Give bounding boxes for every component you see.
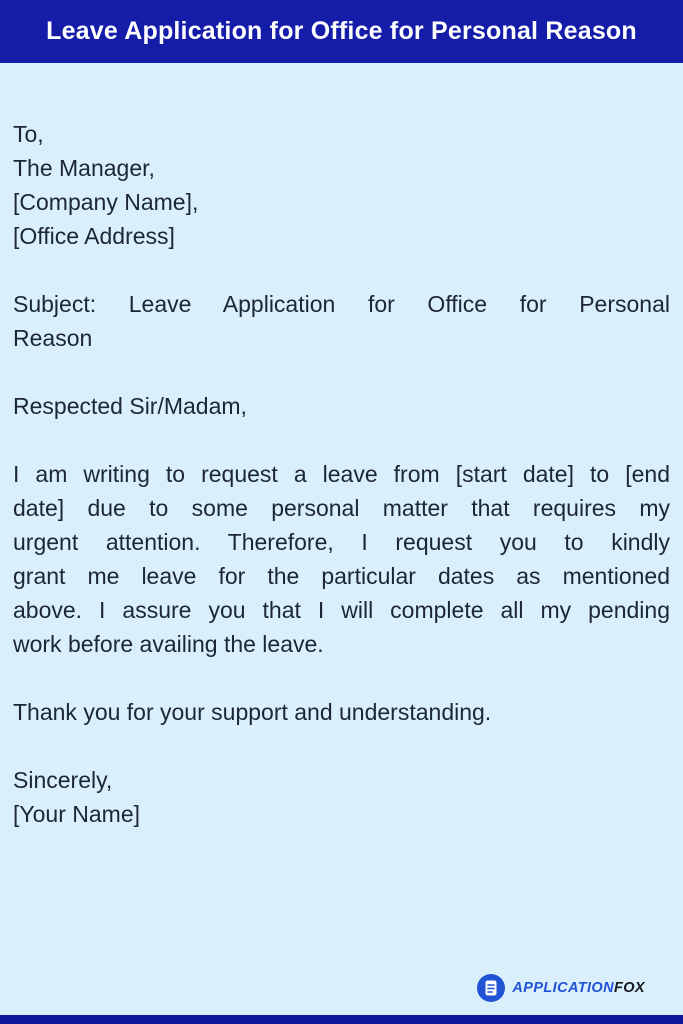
closing-line <box>13 695 670 729</box>
letter-body <box>0 63 683 831</box>
text-line: date] due to some personal matter that requires my <box>13 495 670 521</box>
text-line: Subject: Leave Application for Office for Personal <box>13 291 670 317</box>
text-line: urgent attention. Therefore, I request you to kindly <box>13 529 670 555</box>
text-line: above. I assure you that I will complete all my pending <box>13 597 670 623</box>
salutation-line <box>13 389 670 423</box>
body-paragraph <box>13 457 670 661</box>
footer-bar <box>0 1015 683 1024</box>
text-line: The Manager, <box>13 155 155 181</box>
text-line: [Your Name] <box>13 801 140 827</box>
applicationfox-logo <box>477 974 645 1002</box>
text-line: work before availing the leave. <box>13 631 324 657</box>
document-icon <box>477 974 505 1002</box>
title-bar <box>0 0 683 63</box>
text-line: Reason <box>13 325 93 351</box>
brand-name-application: APPLICATION <box>512 980 614 996</box>
text-line: grant me leave for the particular dates as mentioned <box>13 563 670 589</box>
text-line: [Office Address] <box>13 223 175 249</box>
text-line: Respected Sir/Madam, <box>13 393 247 419</box>
recipient-block <box>13 117 670 253</box>
text-line: To, <box>13 121 44 147</box>
page-title: Leave Application for Office for Personal Reason <box>46 17 637 45</box>
text-line: Sincerely, <box>13 767 113 793</box>
brand-name <box>512 980 645 996</box>
signature-block <box>13 763 670 831</box>
text-line: Thank you for your support and understanding. <box>13 699 492 725</box>
text-line: I am writing to request a leave from [start date] to [end <box>13 461 670 487</box>
subject-line <box>13 287 670 355</box>
brand-name-fox: FOX <box>613 980 645 996</box>
text-line: [Company Name], <box>13 189 199 215</box>
